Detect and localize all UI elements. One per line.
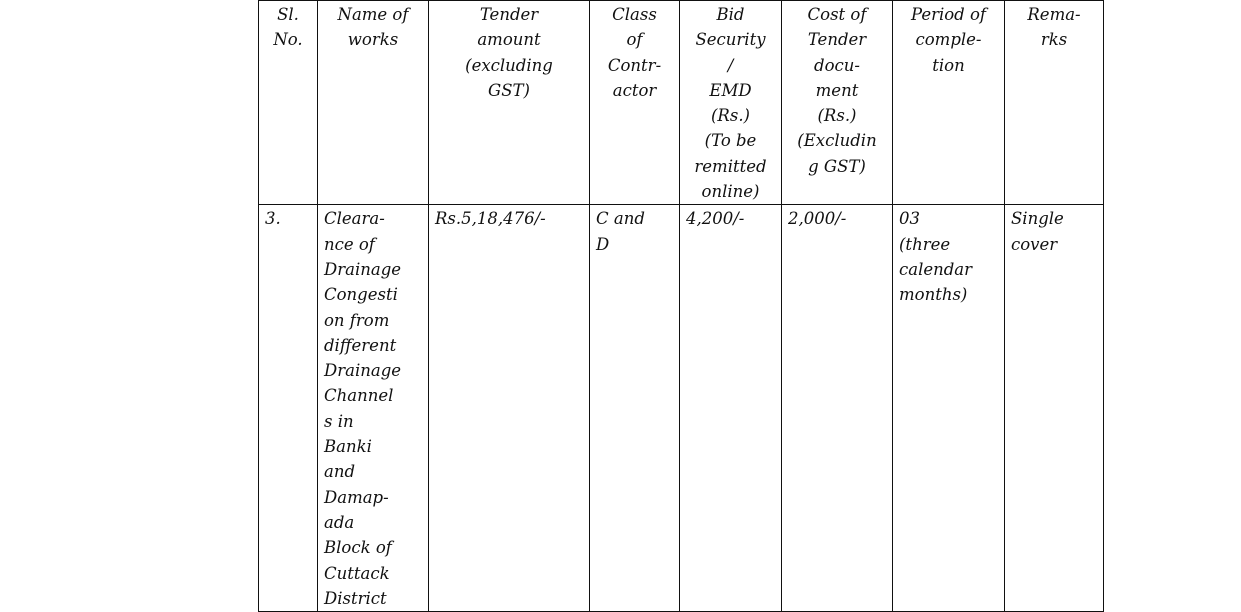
- tender-table: [258, 0, 1104, 612]
- table-header-row: [259, 1, 1104, 205]
- cell-bid-security: 4,200/-: [680, 205, 782, 612]
- cell-class-of-contractor: C and D: [590, 205, 680, 612]
- header-remarks: Rema- rks: [1005, 1, 1104, 205]
- header-class-of-contractor: Class of Contr- actor: [590, 1, 680, 205]
- cell-period-of-completion: 03 (three calendar months): [893, 205, 1005, 612]
- cell-cost-of-document: 2,000/-: [782, 205, 893, 612]
- header-tender-amount: Tender amount (excluding GST): [429, 1, 590, 205]
- cell-name-of-works: Cleara- nce of Drainage Congesti on from different Drainage Channel s in Banki and Damap- ada Block of Cuttack District: [318, 205, 429, 612]
- cell-sl-no: 3.: [259, 205, 318, 612]
- table-row: [259, 205, 1104, 612]
- header-sl-no: Sl. No.: [259, 1, 318, 205]
- header-name-of-works: Name of works: [318, 1, 429, 205]
- cell-remarks: Single cover: [1005, 205, 1104, 612]
- header-cost-of-tender-document: Cost of Tender docu- ment (Rs.) (Excludin g GST): [782, 1, 893, 205]
- header-period-of-completion: Period of comple- tion: [893, 1, 1005, 205]
- cell-tender-amount: Rs.5,18,476/-: [429, 205, 590, 612]
- header-bid-security: Bid Security / EMD (Rs.) (To be remitted online): [680, 1, 782, 205]
